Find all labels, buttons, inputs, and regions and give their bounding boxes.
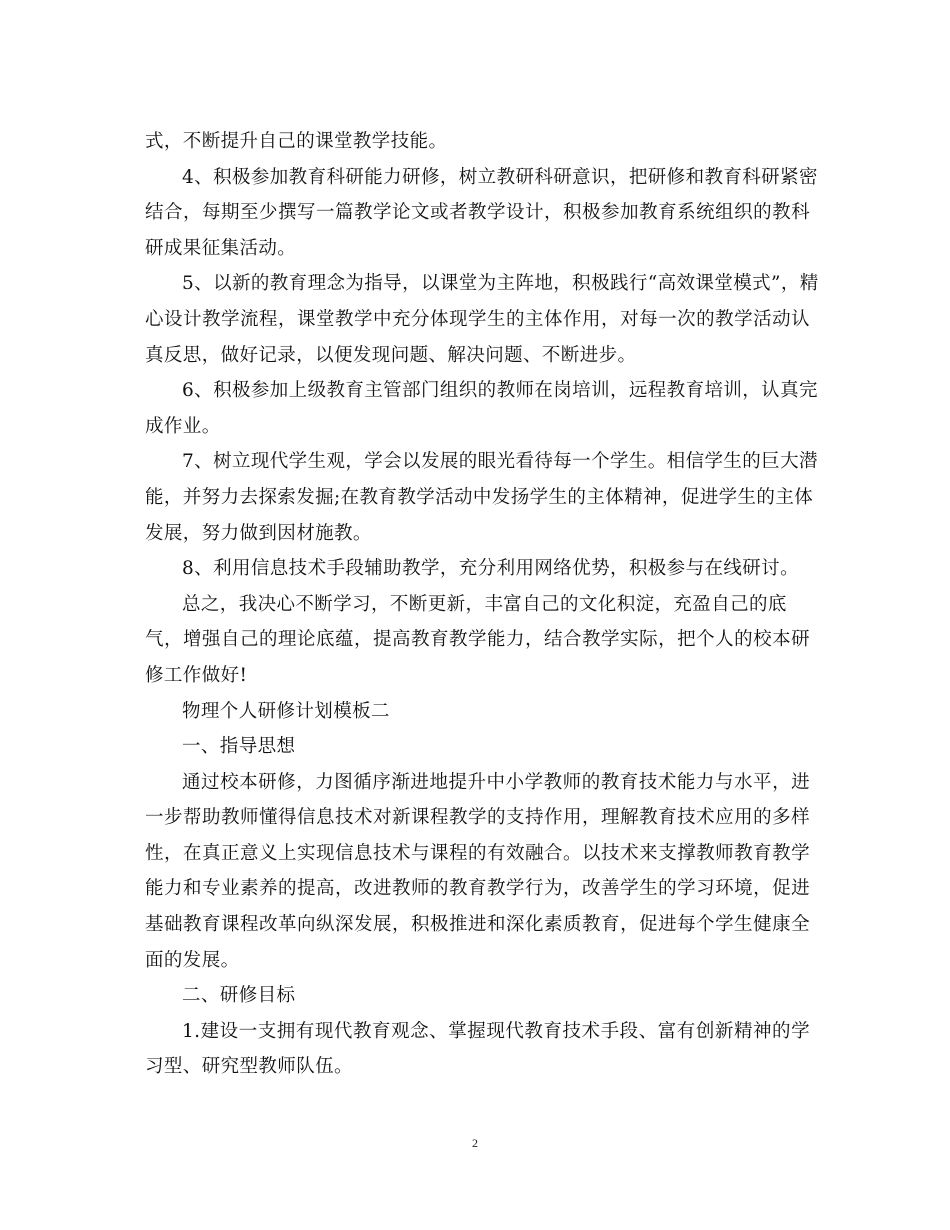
text-line: 能力和专业素养的提高，改进教师的教育教学行为，改善学生的学习环境，促进 (145, 878, 810, 900)
text-line: 基础教育课程改革向纵深发展，积极推进和深化素质教育，促进每个学生健康全 (145, 914, 810, 936)
text-line: 结合，每期至少撰写一篇教学论文或者教学设计，积极参加教育系统组织的教科 (145, 202, 810, 224)
text-line: 式，不断提升自己的课堂教学技能。 (145, 131, 448, 152)
text-line: 4、积极参加教育科研能力研修，树立教研科研意识，把研修和教育科研紧密 (182, 166, 818, 188)
text-line: 8、利用信息技术手段辅助教学，充分利用网络优势，积极参与在线研讨。 (182, 558, 799, 580)
text-line: 性，在真正意义上实现信息技术与课程的有效融合。以技术来支撑教师教育教学 (145, 842, 810, 864)
section-heading: 二、研修目标 (182, 985, 296, 1007)
text-line: 总之，我决心不断学习，不断更新，丰富自己的文化积淀，充盈自己的底 (182, 593, 787, 615)
text-line: 1.建设一支拥有现代教育观念、掌握现代教育技术手段、富有创新精神的学 (182, 1020, 810, 1042)
text-line: 7、树立现代学生观，学会以发展的眼光看待每一个学生。相信学生的巨大潜 (182, 451, 818, 473)
text-line: 一步帮助教师懂得信息技术对新课程教学的支持作用，理解教育技术应用的多样 (145, 807, 810, 829)
section-title: 物理个人研修计划模板二 (182, 700, 390, 722)
text-line: 6、积极参加上级教育主管部门组织的教师在岗培训，远程教育培训，认真完 (182, 380, 818, 402)
page-number: 2 (472, 1136, 478, 1150)
document-body (145, 124, 819, 1085)
text-line: 发展，努力做到因材施教。 (145, 522, 372, 544)
section-heading: 一、指导思想 (182, 736, 296, 758)
text-line: 成作业。 (145, 415, 221, 437)
text-line: 真反思，做好记录，以便发现问题、解决问题、不断进步。 (145, 344, 637, 366)
text-line: 修工作做好! (145, 664, 248, 686)
text-line: 通过校本研修，力图循序渐进地提升中小学教师的教育技术能力与水平，进 (182, 771, 810, 793)
text-line: 面的发展。 (145, 949, 240, 971)
text-line: 研成果征集活动。 (145, 237, 297, 259)
text-line: 气，增强自己的理论底蕴，提高教育教学能力，结合教学实际，把个人的校本研 (145, 629, 810, 651)
text-line: 能，并努力去探索发掘;在教育教学活动中发扬学生的主体精神，促进学生的主体 (145, 486, 814, 508)
text-line: 5、以新的教育理念为指导，以课堂为主阵地，积极践行“高效课堂模式”，精 (182, 273, 819, 295)
text-line: 习型、研究型教师队伍。 (145, 1056, 353, 1078)
text-line: 心设计教学流程，课堂教学中充分体现学生的主体作用，对每一次的教学活动认 (145, 308, 810, 330)
